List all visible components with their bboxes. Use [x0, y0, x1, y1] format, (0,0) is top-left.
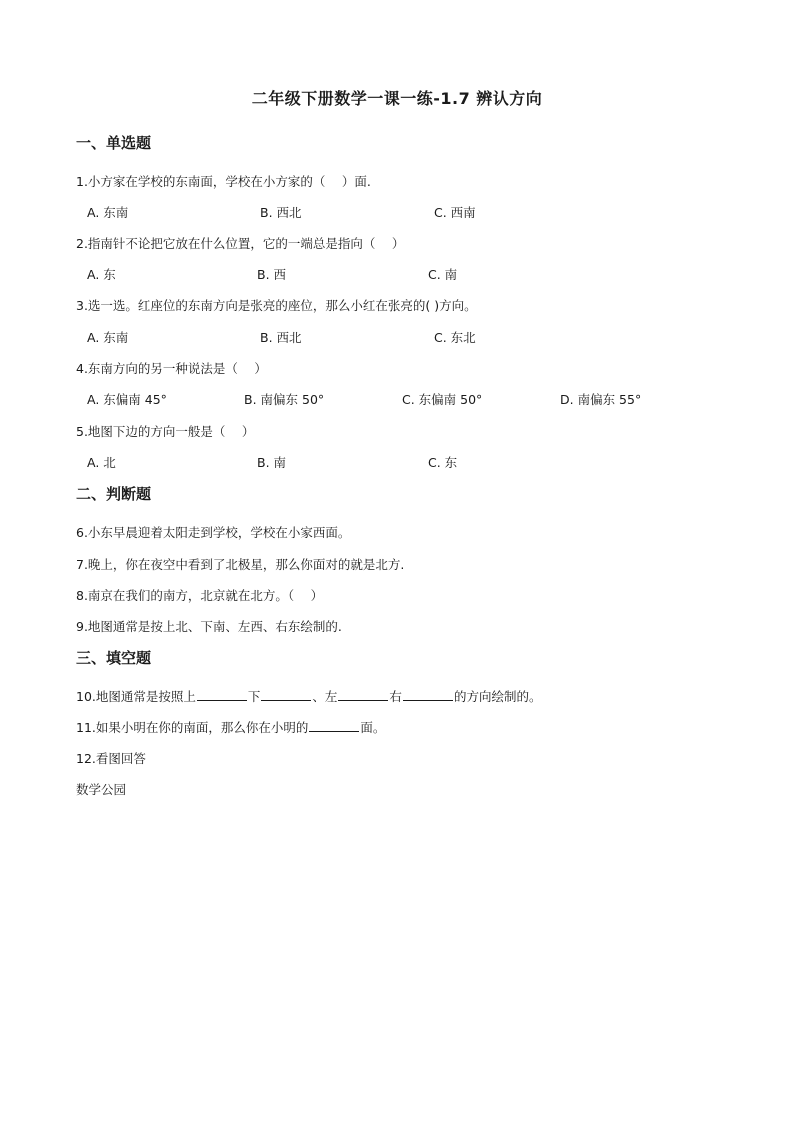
q11-text-1: 11.如果小明在你的南面，那么你在小明的: [76, 720, 309, 735]
question-2-options: [87, 265, 727, 283]
question-4: 4.东南方向的另一种说法是（ ）: [76, 361, 267, 376]
q10-blank-4[interactable]: [403, 688, 453, 701]
q11-blank-1[interactable]: [309, 719, 359, 732]
page-title: 二年级下册数学一课一练-1.7 辨认方向: [251, 89, 543, 108]
q10-blank-2[interactable]: [261, 688, 311, 701]
q5-option-a[interactable]: A. 北: [87, 455, 116, 470]
question-12-caption: 数学公园: [76, 782, 127, 797]
q10-text-4: 右: [389, 689, 402, 704]
q10-blank-3[interactable]: [338, 688, 388, 701]
question-5-options: [87, 453, 727, 471]
q4-option-d[interactable]: D. 南偏东 55°: [560, 392, 642, 407]
question-4-options: [87, 390, 727, 408]
section-heading-true-false: 二、判断题: [76, 485, 152, 503]
q4-option-b[interactable]: B. 南偏东 50°: [244, 392, 325, 407]
q4-option-c[interactable]: C. 东偏南 50°: [402, 392, 483, 407]
q10-text-5: 的方向绘制的。: [453, 689, 542, 704]
q10-text-2: 下: [247, 689, 261, 704]
q2-option-b[interactable]: B. 西: [257, 267, 287, 282]
question-12: 12.看图回答: [76, 751, 146, 766]
section-heading-single-choice: 一、单选题: [76, 134, 152, 152]
question-3: 3.选一选。红座位的东南方向是张亮的座位，那么小红在张亮的( )方向。: [76, 298, 477, 313]
question-9: 9.地图通常是按上北、下南、左西、右东绘制的.: [76, 619, 342, 634]
q1-option-a[interactable]: A. 东南: [87, 205, 129, 220]
question-10: [76, 687, 541, 705]
question-8: 8.南京在我们的南方，北京就在北方。（ ）: [76, 588, 324, 603]
question-6: 6.小东早晨迎着太阳走到学校，学校在小家西面。: [76, 525, 351, 540]
q2-option-a[interactable]: A. 东: [87, 267, 116, 282]
q5-option-b[interactable]: B. 南: [257, 455, 287, 470]
section-heading-fill-blank: 三、填空题: [76, 649, 152, 667]
q3-option-c[interactable]: C. 东北: [434, 330, 476, 345]
q2-option-c[interactable]: C. 南: [428, 267, 458, 282]
q11-text-2: 面。: [360, 720, 386, 735]
question-3-options: [87, 328, 727, 346]
question-2: 2.指南针不论把它放在什么位置，它的一端总是指向（ ）: [76, 236, 405, 251]
q4-option-a[interactable]: A. 东偏南 45°: [87, 392, 167, 407]
question-7: 7.晚上，你在夜空中看到了北极星，那么你面对的就是北方.: [76, 557, 405, 572]
q1-option-b[interactable]: B. 西北: [260, 205, 302, 220]
q10-text-3: 、左: [312, 689, 338, 704]
q5-option-c[interactable]: C. 东: [428, 455, 458, 470]
q1-option-c[interactable]: C. 西南: [434, 205, 476, 220]
q3-option-b[interactable]: B. 西北: [260, 330, 302, 345]
q10-blank-1[interactable]: [197, 688, 247, 701]
question-1-options: [87, 203, 727, 221]
question-1: 1.小方家在学校的东南面，学校在小方家的（ ）面.: [76, 174, 371, 189]
question-11: [76, 718, 385, 736]
question-5: 5.地图下边的方向一般是（ ）: [76, 424, 255, 439]
q3-option-a[interactable]: A. 东南: [87, 330, 129, 345]
q10-text-1: 10.地图通常是按照上: [76, 689, 196, 704]
